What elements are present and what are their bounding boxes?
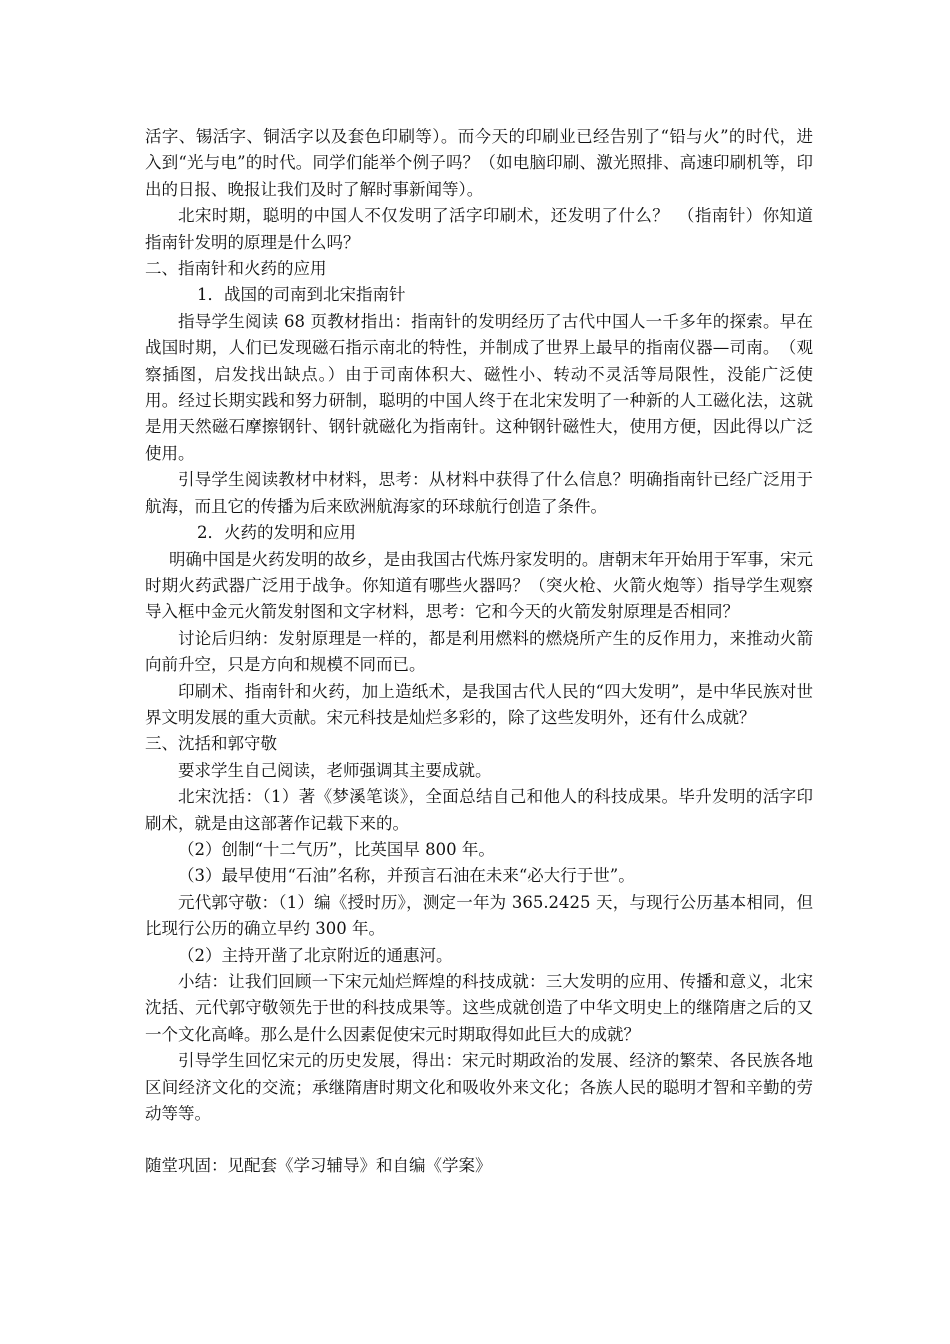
footer-practice: 随堂巩固：见配套《学习辅导》和自编《学案》	[145, 1156, 492, 1176]
paragraph-gunpowder-origin: 明确中国是火药发明的故乡，是由我国古代炼丹家发明的。唐朝末年开始用于军事，宋元时期火药武器广泛用于战争。你知道有哪些火器吗？（突火枪、火箭火炮等）指导学生观察导入框中金元火箭发射图和文字材料，思考：它和今天的火箭发射原理是否相同？	[145, 549, 813, 622]
paragraph-compass-history: 指导学生阅读 68 页教材指出：指南针的发明经历了古代中国人一千多年的探索。早在战国时期，人们已发现磁石指示南北的特性，并制成了世界上最早的指南仪器—司南。 （观察插图，启发找出缺点。）由于司南体积大、磁性小、转动不灵活等局限性，没能广泛使用。经过长期实践和努力研制，聪明的中国人终于在北宋发明了一种新的人工磁化法，这就是用天然磁石摩擦钢针、钢针就磁化为指南针。这种钢针磁性大，使用方便，因此得以广泛使用。	[145, 311, 813, 463]
paragraph-printing-modern: 活字、锡活字、铜活字以及套色印刷等）。而今天的印刷业已经告别了“铅与火”的时代，进入到“光与电”的时代。同学们能举个例子吗？（如电脑印刷、激光照排、高速印刷机等，印出的日报、晚报让我们及时了解时事新闻等）。	[145, 127, 813, 199]
paragraph-shen-kuo-1: 北宋沈括：（1）著《梦溪笔谈》，全面总结自己和他人的科技成果。毕升发明的活字印刷术，就是由这部著作记载下来的。	[145, 787, 813, 833]
paragraph-guo-shoujing-1: 元代郭守敬：（1）编《授时历》，测定一年为 365.2425 天，与现行公历基本相同，但比现行公历的确立早约 300 年。	[145, 892, 813, 939]
paragraph-reasons: 引导学生回忆宋元的历史发展，得出：宋元时期政治的发展、经济的繁荣、各民族各地区间经济文化的交流；承继隋唐时期文化和吸收外来文化；各族人民的聪明才智和辛勤的劳动等等。	[145, 1051, 813, 1124]
section-heading-shen-guo: 三、沈括和郭守敬	[145, 734, 277, 754]
subheading-gunpowder: 2．火药的发明和应用	[197, 523, 356, 543]
section-heading-compass-gunpowder: 二、指南针和火药的应用	[145, 259, 327, 279]
document-page	[145, 124, 813, 1180]
paragraph-shen-kuo-3: （3）最早使用“石油”名称，并预言石油在未来“必大行于世”。	[178, 866, 635, 886]
paragraph-self-reading: 要求学生自己阅读，老师强调其主要成就。	[178, 760, 492, 780]
paragraph-compass-navigation: 引导学生阅读教材中材料，思考：从材料中获得了什么信息？明确指南针已经广泛用于航海，而且它的传播为后来欧洲航海家的环球航行创造了条件。	[145, 470, 813, 516]
blank-line	[145, 1127, 813, 1153]
subheading-sinan-compass: 1．战国的司南到北宋指南针	[197, 285, 406, 305]
paragraph-compass-question: 北宋时期，聪明的中国人不仅发明了活字印刷术，还发明了什么？ （指南针）你知道指南针发明的原理是什么吗？	[145, 206, 813, 252]
paragraph-guo-shoujing-2: （2）主持开凿了北京附近的通惠河。	[178, 945, 453, 965]
paragraph-shen-kuo-2: （2）创制“十二气历”，比英国早 800 年。	[178, 839, 495, 859]
paragraph-rocket-principle: 讨论后归纳：发射原理是一样的，都是利用燃料的燃烧所产生的反作用力，来推动火箭向前升空，只是方向和规模不同而已。	[145, 628, 813, 675]
paragraph-four-inventions: 印刷术、指南针和火药，加上造纸术，是我国古代人民的“四大发明”，是中华民族对世界文明发展的重大贡献。宋元科技是灿烂多彩的，除了这些发明外，还有什么成就？	[145, 681, 813, 727]
paragraph-summary: 小结：让我们回顾一下宋元灿烂辉煌的科技成就：三大发明的应用、传播和意义，北宋沈括、元代郭守敬领先于世的科技成果等。这些成就创造了中华文明史上的继隋唐之后的又一个文化高峰。那么是什么因素促使宋元时期取得如此巨大的成就？	[145, 972, 813, 1044]
